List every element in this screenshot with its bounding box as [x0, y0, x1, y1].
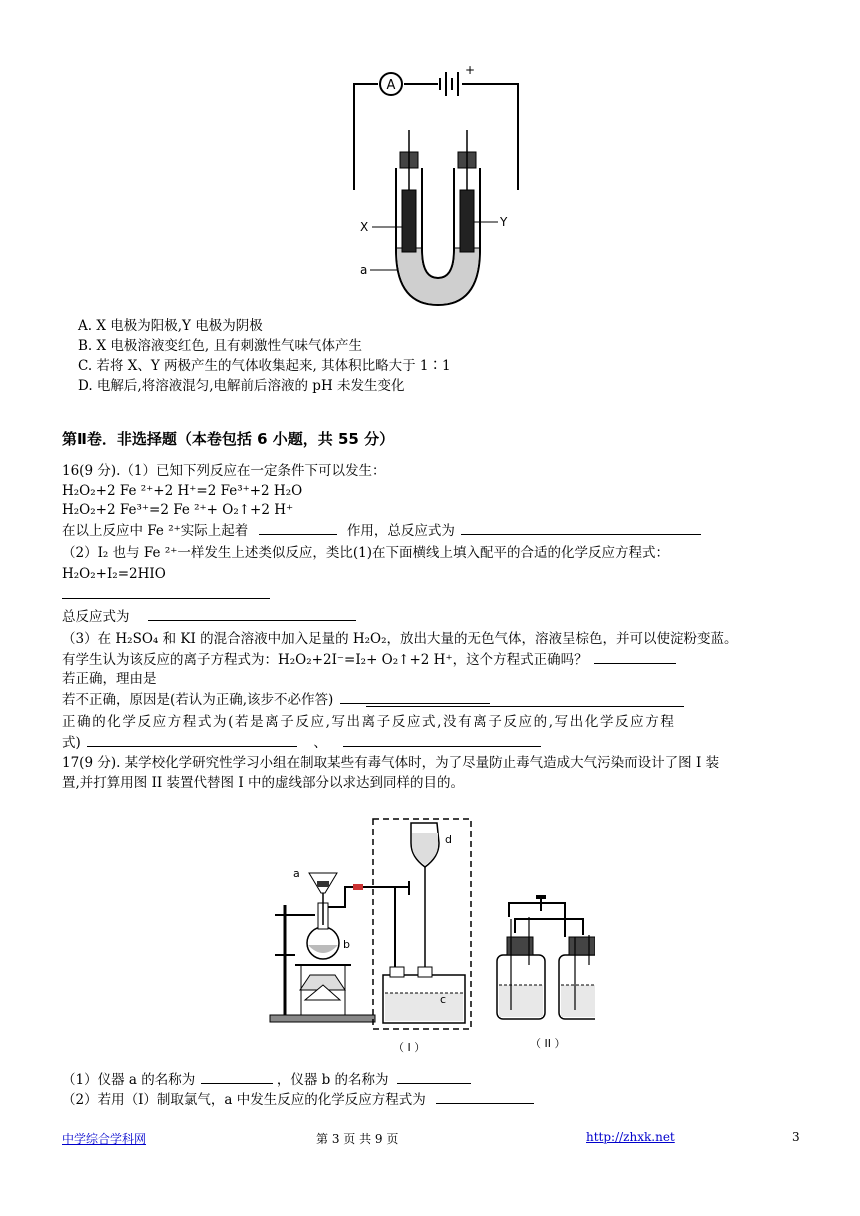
- y-label: Y: [500, 215, 508, 229]
- label-d: d: [445, 833, 452, 846]
- section-heading: 第Ⅱ卷．非选择题（本卷包括 6 小题，共 55 分）: [62, 430, 395, 448]
- q16-line-4: （2）I₂ 也与 Fe ²⁺一样发生上述类似反应，类比(1)在下面横线上填入配平的合适的化学反应方程式：: [62, 545, 669, 561]
- q16-l13a: 式): [62, 735, 81, 751]
- electrolysis-figure: [350, 60, 530, 315]
- q17-line-1: 17(9 分). 某学校化学研究性学习小组在制取某些有毒气体时，为了尽量防止毒气造成大气污染而设计了图 I 装: [62, 755, 720, 771]
- q17-q1a: （1）仪器 a 的名称为: [62, 1072, 196, 1088]
- q16-line-3: [62, 521, 701, 540]
- q17-q2: （2）若用（I）制取氯气，a 中发生反应的化学反应方程式为: [62, 1092, 426, 1108]
- answer-blank[interactable]: [461, 521, 701, 535]
- answer-blank[interactable]: [259, 521, 337, 535]
- q17-line-2: 置,并打算用图 II 装置代替图 I 中的虚线部分以求达到同样的目的。: [62, 775, 464, 791]
- q16-l3a: 在以上反应中 Fe ²⁺实际上起着: [62, 523, 249, 539]
- q16-line-7: [62, 607, 356, 626]
- option-b: B. X 电极溶液变红色, 且有刺激性气味气体产生: [78, 338, 362, 354]
- footer-page-info: 第 3 页 共 9 页: [316, 1132, 399, 1146]
- answer-blank[interactable]: [343, 733, 541, 747]
- answer-blank[interactable]: [436, 1090, 534, 1104]
- q17-question-1: [62, 1070, 471, 1089]
- label-b: b: [343, 938, 350, 951]
- label-c: c: [440, 993, 447, 1006]
- footer-site-link[interactable]: 中学综合学科网: [62, 1132, 147, 1146]
- a-label: a: [360, 263, 368, 277]
- footer-url-link[interactable]: http://zhxk.net: [586, 1130, 675, 1144]
- q16-line-10: 若正确，理由是: [62, 671, 157, 687]
- label-a: a: [293, 867, 300, 880]
- q16-l7: 总反应式为: [62, 609, 130, 625]
- ammeter-label: A: [386, 78, 396, 93]
- q16-line-9: [62, 650, 676, 669]
- option-d: D. 电解后,将溶液混匀,电解前后溶液的 pH 未发生变化: [78, 378, 405, 394]
- q16-equation-2: H₂O₂+2 Fe³⁺=2 Fe ²⁺+ O₂↑+2 H⁺: [62, 502, 294, 518]
- answer-blank[interactable]: [397, 1070, 471, 1084]
- answer-blank[interactable]: [148, 607, 356, 621]
- footer-page-number: 3: [792, 1130, 800, 1144]
- q16-equation-1: H₂O₂+2 Fe ²⁺+2 H⁺=2 Fe³⁺+2 H₂O: [62, 483, 303, 499]
- answer-blank[interactable]: [87, 733, 297, 747]
- answer-blank[interactable]: [201, 1070, 273, 1084]
- battery-plus-label: +: [465, 63, 476, 77]
- q16-intro: 16(9 分).（1）已知下列反应在一定条件下可以发生：: [62, 463, 386, 479]
- figure-II-caption: （ II ）: [530, 1037, 566, 1050]
- answer-blank[interactable]: [594, 650, 676, 664]
- answer-blank[interactable]: [340, 690, 490, 704]
- answer-blank[interactable]: [62, 598, 270, 599]
- answer-blank[interactable]: [366, 706, 684, 707]
- option-c: C. 若将 X、Y 两极产生的气体收集起来, 其体积比略大于 1∶1: [78, 358, 451, 374]
- q16-l13b: 、: [313, 735, 327, 751]
- q16-l3b: 作用，总反应式为: [346, 523, 455, 539]
- q17-q1b: ，仪器 b 的名称为: [276, 1072, 389, 1088]
- q16-l11: 若不正确，原因是(若认为正确,该步不必作答): [62, 692, 334, 708]
- q16-line-8: （3）在 H₂SO₄ 和 KI 的混合溶液中加入足量的 H₂O₂，放出大量的无色气体，溶液呈棕色，并可以使淀粉变蓝。: [62, 631, 738, 647]
- option-a: A. X 电极为阳极,Y 电极为阴极: [78, 318, 263, 334]
- figure-I-caption: （ I ）: [393, 1041, 426, 1054]
- x-label: X: [360, 220, 369, 234]
- apparatus-figure: [245, 815, 595, 1060]
- q16-line-12: 正确的化学反应方程式为(若是离子反应,写出离子反应式,没有离子反应的,写出化学反应方程: [62, 714, 676, 730]
- q17-question-2: [62, 1090, 534, 1109]
- q16-line-5: H₂O₂+I₂=2HIO: [62, 566, 166, 582]
- q16-l9: 有学生认为该反应的离子方程式为：H₂O₂+2I⁻=I₂+ O₂↑+2 H⁺，这个方程式正确吗？: [62, 652, 588, 668]
- q16-line-13: [62, 733, 541, 752]
